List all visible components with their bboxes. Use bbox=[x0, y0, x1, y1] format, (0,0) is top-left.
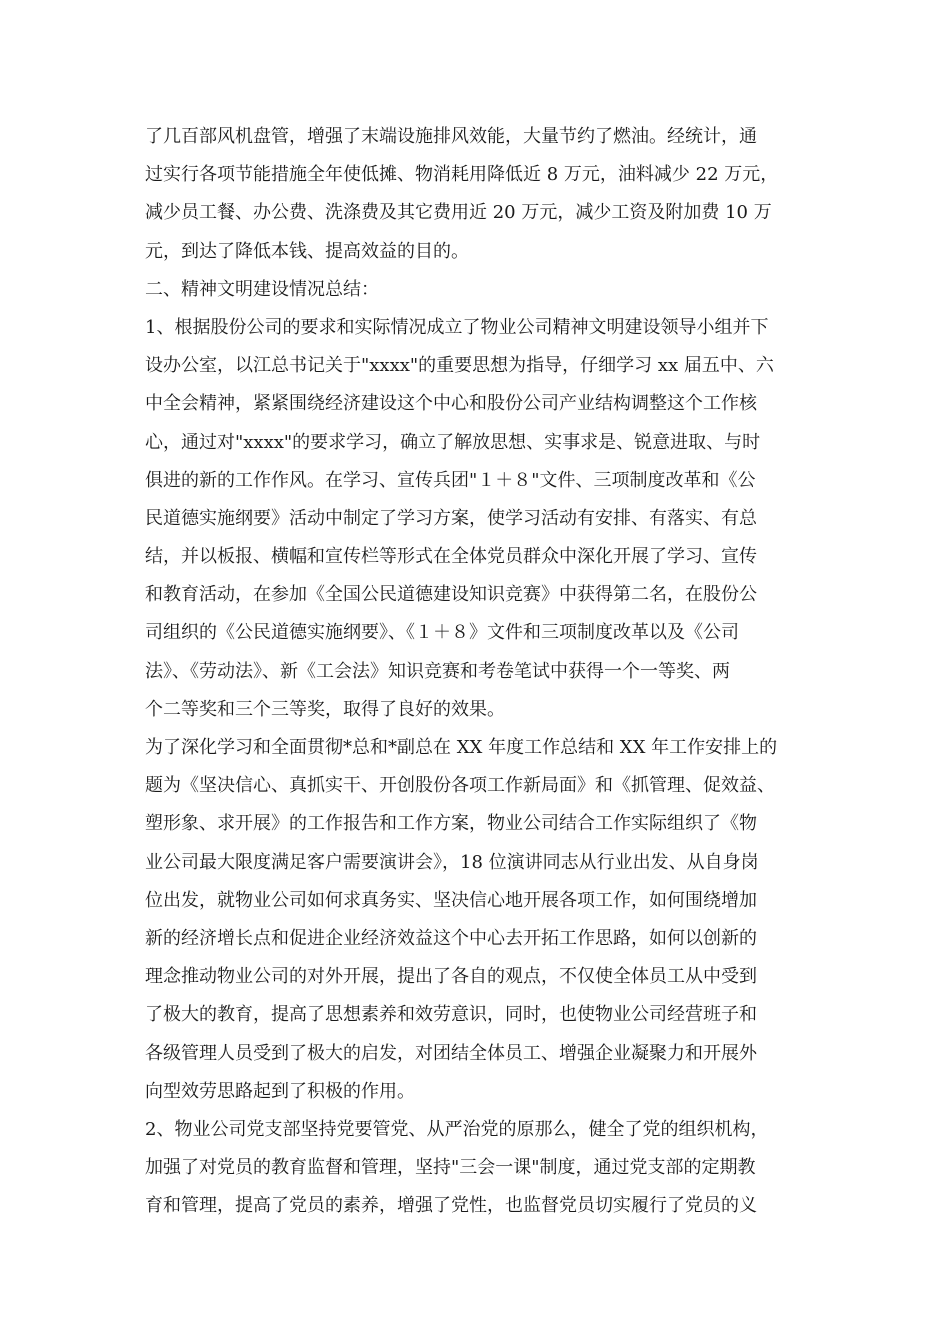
text-line: 2、物业公司党支部坚持党要管党、从严治党的原那么，健全了党的组织机构， bbox=[145, 1118, 769, 1140]
text-line: 心，通过对"xxxx"的要求学习，确立了解放思想、实事求是、锐意进取、与时 bbox=[145, 431, 761, 453]
text-line: 各级管理人员受到了极大的启发，对团结全体员工、增强企业凝聚力和开展外 bbox=[145, 1042, 757, 1064]
text-line: 和教育活动，在参加《全国公民道德建设知识竞赛》中获得第二名，在股份公 bbox=[145, 584, 757, 606]
text-line: 设办公室，以江总书记关于"xxxx"的重要思想为指导，仔细学习 xx 届五中、六 bbox=[145, 355, 774, 377]
text-line: 民道德实施纲要》活动中制定了学习方案，使学习活动有安排、有落实、有总 bbox=[145, 507, 757, 529]
text-line: 中全会精神，紧紧围绕经济建设这个中心和股份公司产业结构调整这个工作核 bbox=[145, 393, 757, 415]
text-line: 结，并以板报、横幅和宣传栏等形式在全体党员群众中深化开展了学习、宣传 bbox=[145, 546, 757, 568]
text-line: 减少员工餐、办公费、洗涤费及其它费用近 20 万元，减少工资及附加费 10 万 bbox=[145, 202, 772, 224]
paragraph bbox=[145, 1111, 810, 1226]
paragraph bbox=[145, 729, 810, 1111]
paragraph bbox=[145, 271, 810, 309]
text-line: 过实行各项节能措施全年使低摊、物消耗用降低近 8 万元，油料减少 22 万元， bbox=[145, 164, 779, 186]
text-line: 司组织的《公民道德实施纲要》、《１＋８》文件和三项制度改革以及《公司 bbox=[145, 622, 739, 644]
paragraph bbox=[145, 118, 810, 271]
text-line: 了极大的教育，提高了思想素养和效劳意识，同时，也使物业公司经营班子和 bbox=[145, 1004, 757, 1026]
text-line: 1、根据股份公司的要求和实际情况成立了物业公司精神文明建设领导小组并下 bbox=[145, 316, 769, 338]
document-body bbox=[145, 118, 810, 1225]
paragraph bbox=[145, 309, 810, 729]
text-line: 法》、《劳动法》、新《工会法》知识竞赛和考卷笔试中获得一个一等奖、两 bbox=[145, 660, 730, 682]
text-line: 俱进的新的工作作风。在学习、宣传兵团"１＋８"文件、三项制度改革和《公 bbox=[145, 469, 756, 491]
text-line: 塑形象、求开展》的工作报告和工作方案，物业公司结合工作实际组织了《物 bbox=[145, 813, 757, 835]
text-line: 位出发，就物业公司如何求真务实、坚决信心地开展各项工作，如何围绕增加 bbox=[145, 889, 757, 911]
text-line: 业公司最大限度满足客户需要演讲会》，18 位演讲同志从行业出发、从自身岗 bbox=[145, 851, 759, 873]
text-line: 二、精神文明建设情况总结： bbox=[145, 278, 379, 300]
text-line: 理念推动物业公司的对外开展，提出了各自的观点，不仅使全体员工从中受到 bbox=[145, 966, 757, 988]
text-line: 元，到达了降低本钱、提高效益的目的。 bbox=[145, 240, 469, 262]
text-line: 题为《坚决信心、真抓实干、开创股份各项工作新局面》和《抓管理、促效益、 bbox=[145, 775, 775, 797]
text-line: 新的经济增长点和促进企业经济效益这个中心去开拓工作思路，如何以创新的 bbox=[145, 927, 757, 949]
text-line: 个二等奖和三个三等奖，取得了良好的效果。 bbox=[145, 698, 505, 720]
text-line: 为了深化学习和全面贯彻*总和*副总在 XX 年度工作总结和 XX 年工作安排上的 bbox=[145, 737, 778, 758]
text-line: 了几百部风机盘管，增强了末端设施排风效能，大量节约了燃油。经统计，通 bbox=[145, 126, 757, 147]
text-line: 加强了对党员的教育监督和管理，坚持"三会一课"制度，通过党支部的定期教 bbox=[145, 1157, 756, 1179]
text-line: 育和管理，提高了党员的素养，增强了党性，也监督党员切实履行了党员的义 bbox=[145, 1195, 757, 1217]
text-line: 向型效劳思路起到了积极的作用。 bbox=[145, 1080, 415, 1102]
